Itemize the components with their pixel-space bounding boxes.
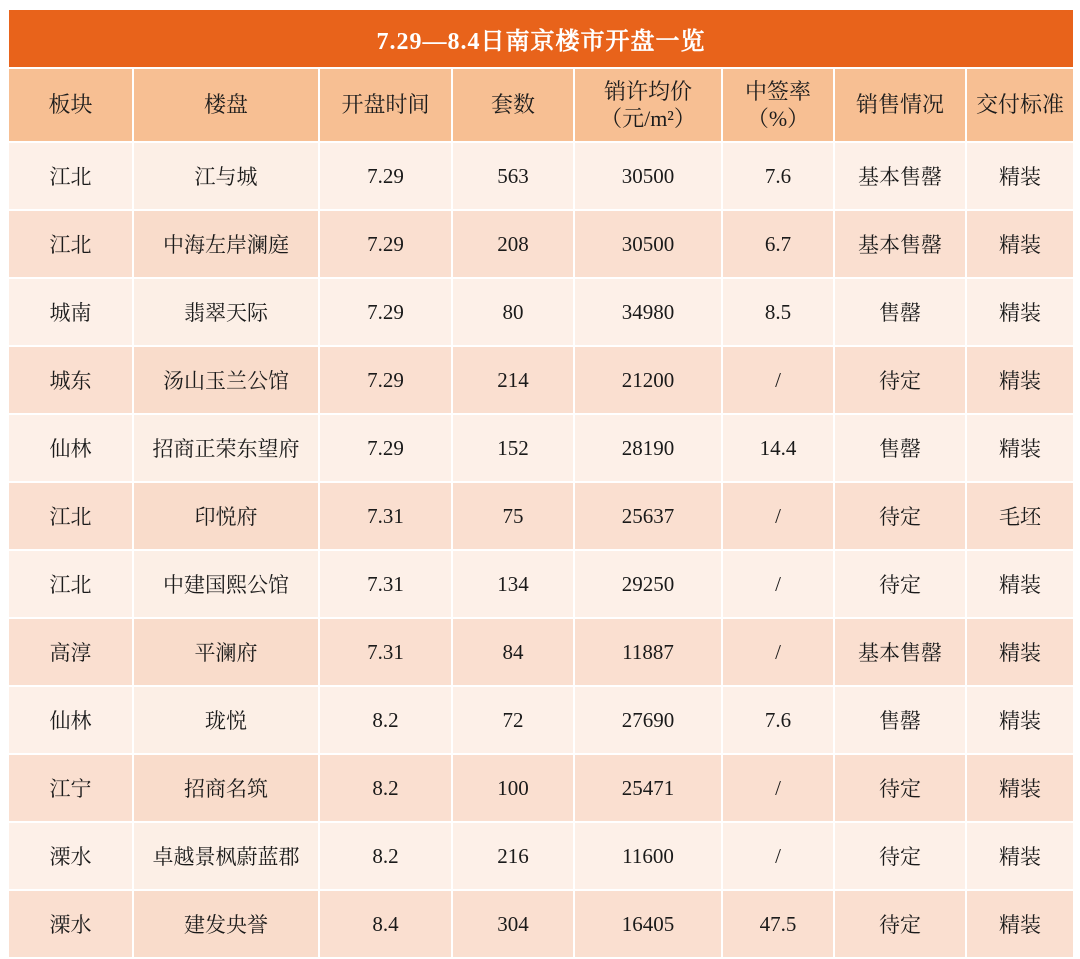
cell-open-date: 7.29 (319, 346, 452, 414)
cell-status: 待定 (834, 754, 966, 822)
cell-units: 208 (452, 210, 574, 278)
cell-area: 高淳 (8, 618, 133, 686)
cell-status: 售罄 (834, 414, 966, 482)
cell-rate: 47.5 (722, 890, 834, 958)
column-header-delivery: 交付标准 (966, 68, 1074, 142)
cell-price: 21200 (574, 346, 722, 414)
cell-area: 江北 (8, 210, 133, 278)
cell-status: 待定 (834, 890, 966, 958)
table-row (8, 346, 1074, 414)
cell-open-date: 8.4 (319, 890, 452, 958)
cell-project: 翡翠天际 (133, 278, 319, 346)
cell-delivery: 精装 (966, 618, 1074, 686)
cell-open-date: 8.2 (319, 754, 452, 822)
cell-units: 214 (452, 346, 574, 414)
cell-open-date: 7.31 (319, 550, 452, 618)
cell-rate: / (722, 550, 834, 618)
column-header-project: 楼盘 (133, 68, 319, 142)
cell-price: 29250 (574, 550, 722, 618)
cell-price: 30500 (574, 142, 722, 210)
cell-open-date: 8.2 (319, 686, 452, 754)
cell-price: 25637 (574, 482, 722, 550)
cell-units: 152 (452, 414, 574, 482)
cell-rate: 7.6 (722, 142, 834, 210)
cell-units: 216 (452, 822, 574, 890)
cell-price: 34980 (574, 278, 722, 346)
cell-status: 待定 (834, 346, 966, 414)
cell-project: 卓越景枫蔚蓝郡 (133, 822, 319, 890)
cell-status: 基本售罄 (834, 618, 966, 686)
cell-open-date: 7.29 (319, 210, 452, 278)
cell-status: 待定 (834, 550, 966, 618)
cell-open-date: 7.31 (319, 482, 452, 550)
cell-project: 江与城 (133, 142, 319, 210)
table-row (8, 142, 1074, 210)
table-row (8, 210, 1074, 278)
cell-project: 汤山玉兰公馆 (133, 346, 319, 414)
cell-area: 溧水 (8, 822, 133, 890)
column-header-rate-label: 中签率 (744, 78, 811, 104)
cell-area: 江北 (8, 550, 133, 618)
cell-price: 30500 (574, 210, 722, 278)
column-header-rate (722, 68, 834, 142)
cell-open-date: 7.29 (319, 414, 452, 482)
cell-rate: 14.4 (722, 414, 834, 482)
cell-delivery: 精装 (966, 278, 1074, 346)
column-header-rate-unit: （%） (746, 106, 810, 131)
table-row (8, 414, 1074, 482)
cell-status: 待定 (834, 482, 966, 550)
cell-area: 仙林 (8, 686, 133, 754)
cell-open-date: 7.29 (319, 142, 452, 210)
document-root (0, 8, 1080, 935)
cell-delivery: 精装 (966, 890, 1074, 958)
cell-delivery: 精装 (966, 346, 1074, 414)
cell-delivery: 精装 (966, 210, 1074, 278)
cell-units: 563 (452, 142, 574, 210)
cell-status: 基本售罄 (834, 210, 966, 278)
cell-rate: / (722, 482, 834, 550)
cell-open-date: 7.31 (319, 618, 452, 686)
cell-area: 江北 (8, 482, 133, 550)
cell-project: 珑悦 (133, 686, 319, 754)
cell-area: 城南 (8, 278, 133, 346)
column-header-status: 销售情况 (834, 68, 966, 142)
cell-project: 中海左岸澜庭 (133, 210, 319, 278)
cell-units: 134 (452, 550, 574, 618)
cell-units: 72 (452, 686, 574, 754)
cell-delivery: 精装 (966, 414, 1074, 482)
cell-units: 84 (452, 618, 574, 686)
cell-rate: 6.7 (722, 210, 834, 278)
cell-status: 售罄 (834, 278, 966, 346)
table-header-row (8, 68, 1074, 142)
cell-rate: / (722, 754, 834, 822)
cell-status: 待定 (834, 822, 966, 890)
table-row (8, 754, 1074, 822)
cell-delivery: 精装 (966, 142, 1074, 210)
table-title: 7.29—8.4日南京楼市开盘一览 (8, 9, 1074, 68)
cell-rate: / (722, 618, 834, 686)
cell-rate: 8.5 (722, 278, 834, 346)
table-row (8, 278, 1074, 346)
cell-price: 16405 (574, 890, 722, 958)
cell-area: 溧水 (8, 890, 133, 958)
column-header-open-date: 开盘时间 (319, 68, 452, 142)
table-row (8, 890, 1074, 958)
table-title-row (8, 9, 1074, 68)
cell-units: 304 (452, 890, 574, 958)
opening-listing-table (7, 8, 1075, 959)
cell-area: 江宁 (8, 754, 133, 822)
cell-project: 建发央誉 (133, 890, 319, 958)
table-row (8, 618, 1074, 686)
cell-delivery: 毛坯 (966, 482, 1074, 550)
cell-price: 11887 (574, 618, 722, 686)
cell-units: 100 (452, 754, 574, 822)
cell-project: 印悦府 (133, 482, 319, 550)
cell-units: 75 (452, 482, 574, 550)
cell-price: 25471 (574, 754, 722, 822)
column-header-price-label: 销许均价 (603, 78, 692, 104)
cell-open-date: 8.2 (319, 822, 452, 890)
cell-price: 27690 (574, 686, 722, 754)
cell-project: 招商名筑 (133, 754, 319, 822)
cell-area: 城东 (8, 346, 133, 414)
cell-rate: / (722, 822, 834, 890)
table-row (8, 550, 1074, 618)
column-header-price-unit: （元/m²） (600, 106, 696, 131)
cell-delivery: 精装 (966, 754, 1074, 822)
cell-price: 28190 (574, 414, 722, 482)
cell-project: 招商正荣东望府 (133, 414, 319, 482)
cell-delivery: 精装 (966, 550, 1074, 618)
table-row (8, 482, 1074, 550)
column-header-price (574, 68, 722, 142)
cell-delivery: 精装 (966, 686, 1074, 754)
cell-price: 11600 (574, 822, 722, 890)
cell-rate: 7.6 (722, 686, 834, 754)
cell-delivery: 精装 (966, 822, 1074, 890)
cell-project: 中建国熙公馆 (133, 550, 319, 618)
table-row (8, 686, 1074, 754)
cell-rate: / (722, 346, 834, 414)
cell-status: 售罄 (834, 686, 966, 754)
cell-area: 江北 (8, 142, 133, 210)
column-header-units: 套数 (452, 68, 574, 142)
cell-status: 基本售罄 (834, 142, 966, 210)
cell-project: 平澜府 (133, 618, 319, 686)
cell-units: 80 (452, 278, 574, 346)
table-row (8, 822, 1074, 890)
cell-open-date: 7.29 (319, 278, 452, 346)
column-header-area: 板块 (8, 68, 133, 142)
cell-area: 仙林 (8, 414, 133, 482)
